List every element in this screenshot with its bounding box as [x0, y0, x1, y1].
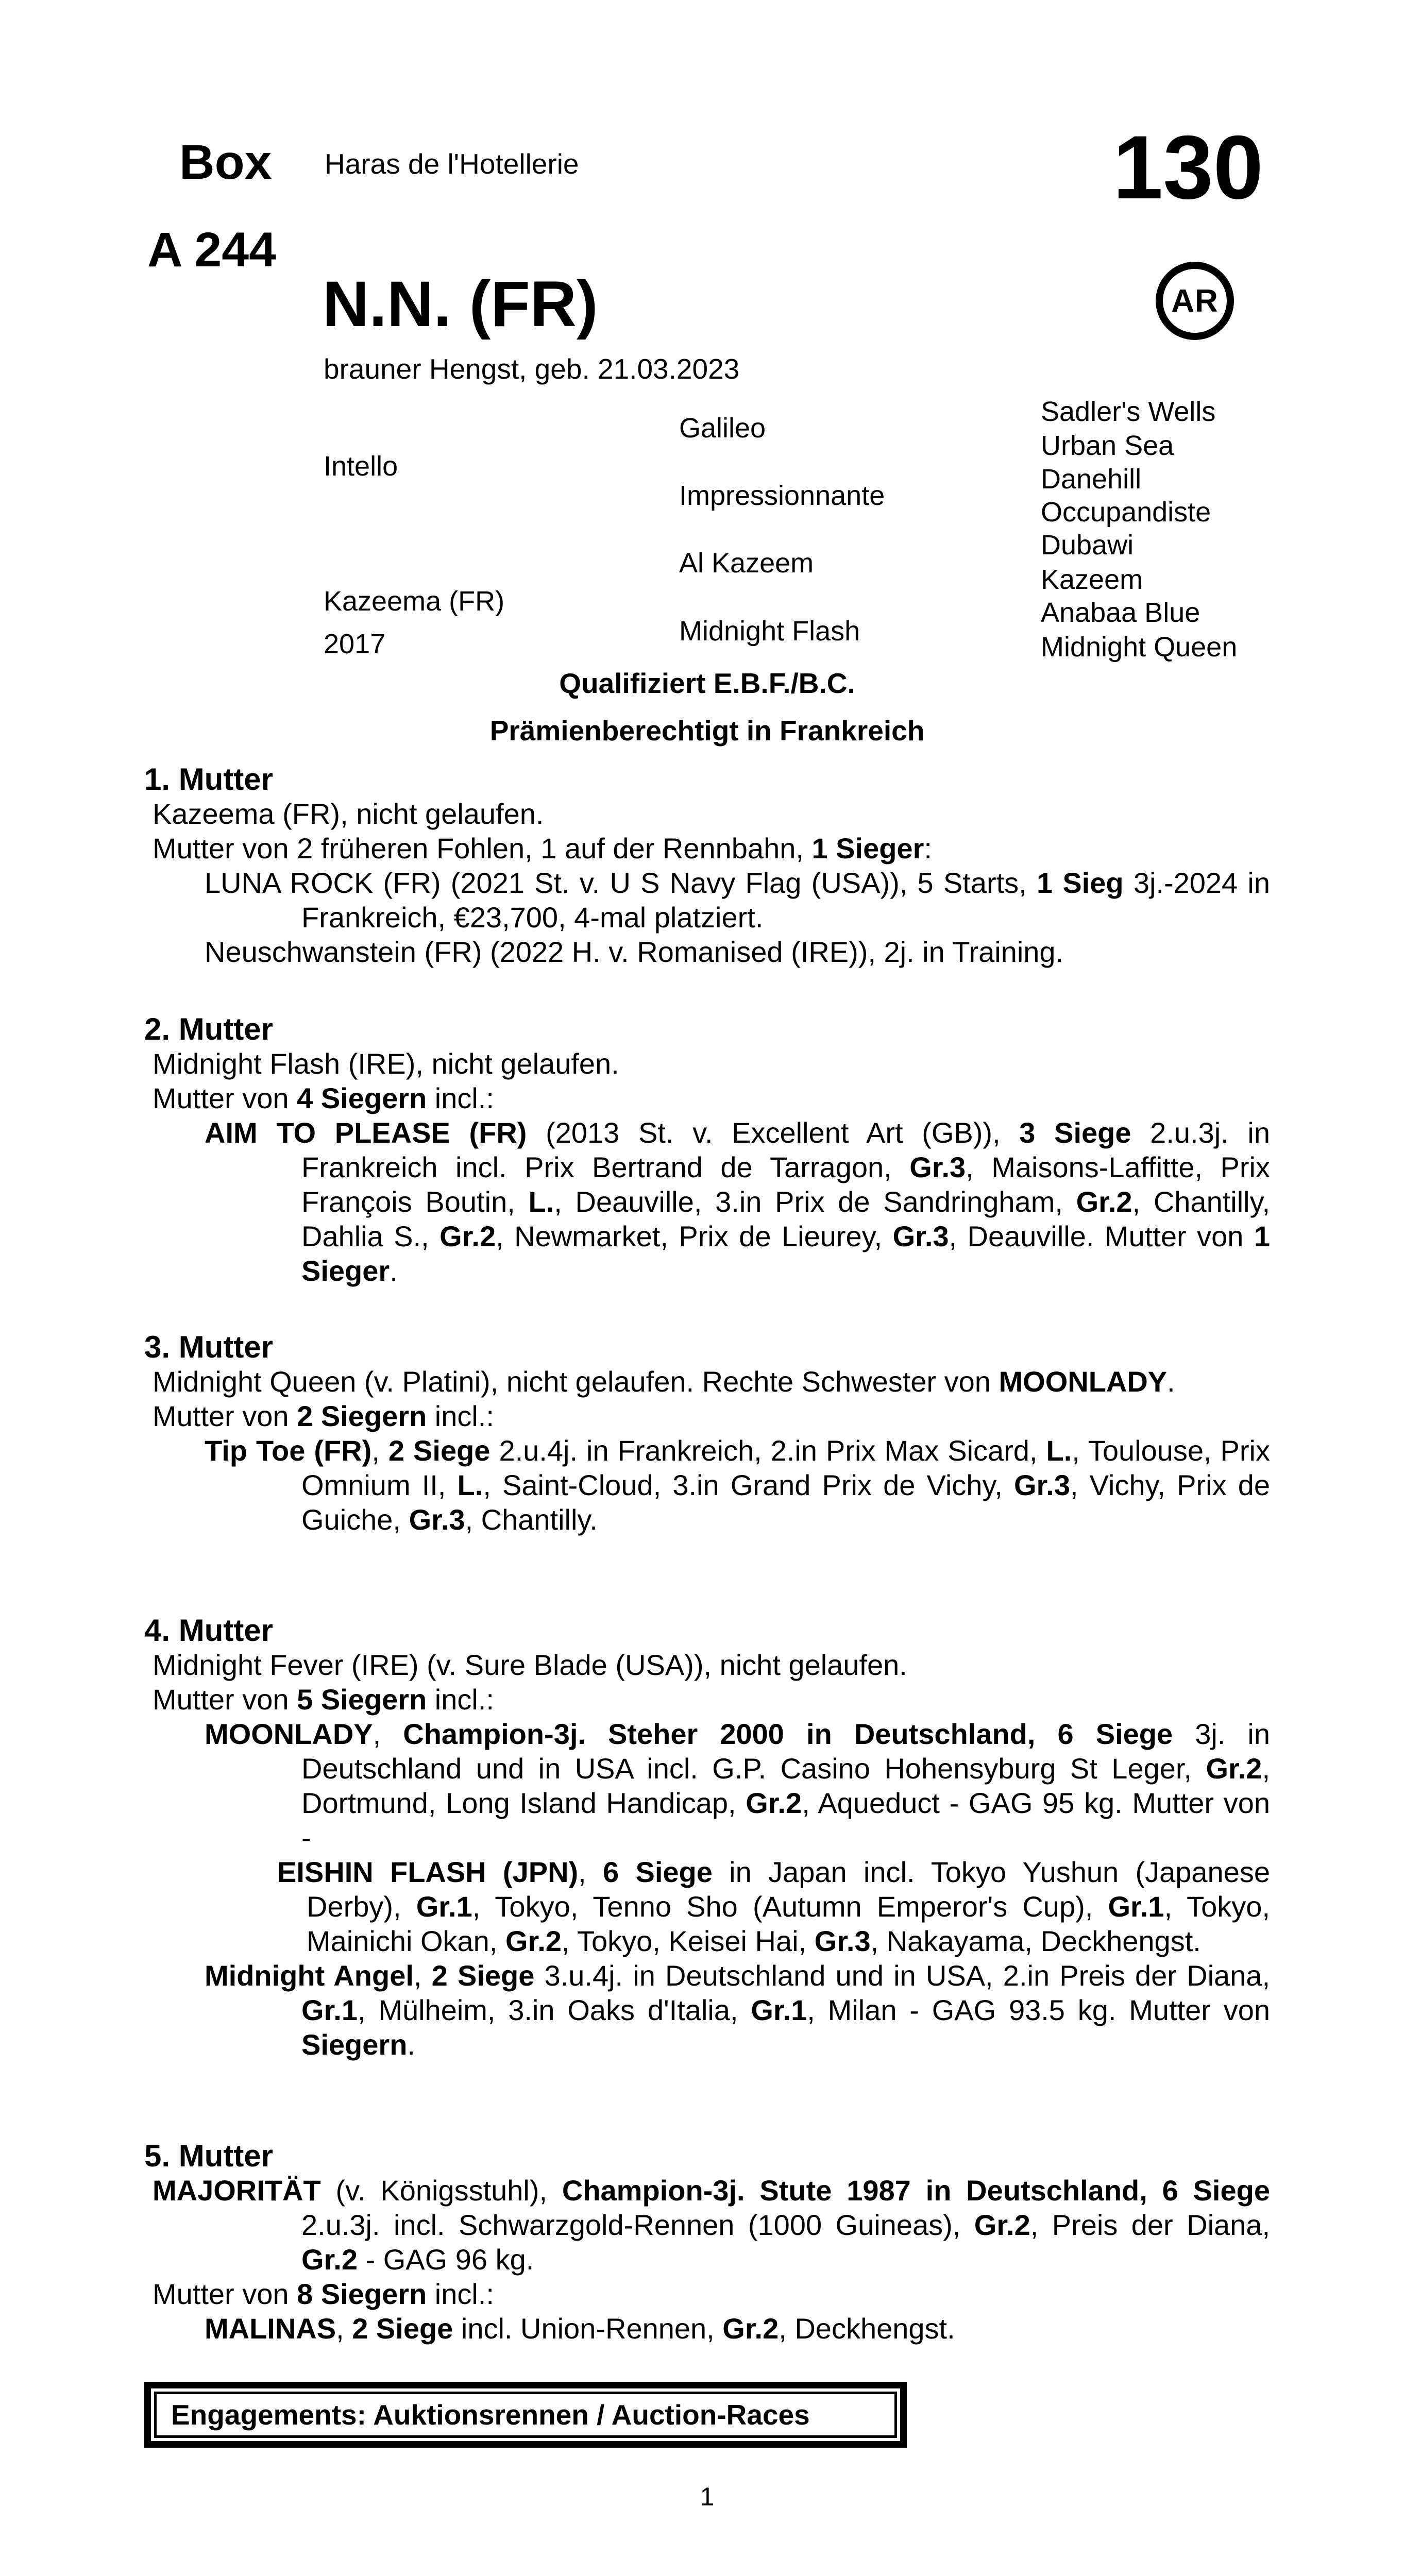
pedigree-text-block: Mutter von 2 Siegern incl.:: [153, 1400, 494, 1432]
mutter-heading: 4. Mutter: [144, 1613, 274, 1648]
pedigree-text-block: Neuschwanstein (FR) (2022 H. v. Romanised (IRE)), 2j. in Training.: [205, 936, 1064, 968]
pedigree-text-block: Mutter von 4 Siegern incl.:: [153, 1082, 494, 1114]
pedigree-g3-1: Sadler's Wells: [1041, 396, 1216, 427]
qualification-line-1: Qualifiziert E.B.F./B.C.: [559, 667, 855, 699]
mutter-section-2: [144, 1012, 1270, 1288]
pedigree-text-block: MAJORITÄT (v. Königsstuhl), Champion-3j. Stute 1987 in Deutschland, 6 Siege 2.u.3j. incl. Schwarzgold-Rennen (1000 Guineas), Gr.2, Preis der Diana, Gr.2 - GAG 96 kg.: [153, 2174, 1271, 2276]
pedigree-g3-7: Anabaa Blue: [1041, 597, 1200, 628]
pedigree-g3-8: Midnight Queen: [1041, 632, 1238, 663]
pedigree-text-block: LUNA ROCK (FR) (2021 St. v. U S Navy Flag (USA)), 5 Starts, 1 Sieg 3j.-2024 in Frankreich, €23,700, 4-mal platziert.: [205, 867, 1270, 934]
pedigree-text-block: AIM TO PLEASE (FR) (2013 St. v. Excellent Art (GB)), 3 Siege 2.u.3j. in Frankreich incl. Prix Bertrand de Tarragon, Gr.3, Maisons-Laffitte, Prix François Boutin, L., Deauville, 3.in Prix de Sandringham, Gr.2, Chantilly, Dahlia S., Gr.2, Newmarket, Prix de Lieurey, Gr.3, Deauville. Mutter von 1 Sieger.: [205, 1116, 1271, 1287]
pedigree-text-block: Midnight Angel, 2 Siege 3.u.4j. in Deutschland und in USA, 2.in Preis der Diana, Gr.1, Mülheim, 3.in Oaks d'Italia, Gr.1, Milan - GAG 93.5 kg. Mutter von Siegern.: [205, 1959, 1271, 2061]
horse-description: brauner Hengst, geb. 21.03.2023: [324, 353, 740, 385]
pedigree-text-block: Mutter von 5 Siegern incl.:: [153, 1683, 494, 1716]
pedigree-text-block: MALINAS, 2 Siege incl. Union-Rennen, Gr.2, Deckhengst.: [205, 2312, 955, 2345]
box-number: A 244: [147, 223, 276, 277]
mutter-heading: 2. Mutter: [144, 1012, 274, 1046]
pedigree-dam-dam: Midnight Flash: [679, 616, 860, 647]
pedigree-g3-2: Urban Sea: [1041, 430, 1174, 461]
pedigree-text-block: MOONLADY, Champion-3j. Steher 2000 in Deutschland, 6 Siege 3j. in Deutschland und in USA incl. G.P. Casino Hohensyburg St Leger, Gr.2, Dortmund, Long Island Handicap, Gr.2, Aqueduct - GAG 95 kg. Mutter von -: [205, 1718, 1270, 1854]
consignor-name: Haras de l'Hotellerie: [325, 148, 579, 180]
pedigree-text-block: Midnight Flash (IRE), nicht gelaufen.: [153, 1047, 619, 1080]
ar-badge-icon: AR: [1156, 262, 1234, 340]
pedigree-dam-sire: Al Kazeem: [679, 548, 814, 579]
pedigree-text-block: Kazeema (FR), nicht gelaufen.: [153, 798, 544, 830]
mutter-heading: 3. Mutter: [144, 1330, 274, 1364]
page-number: 1: [700, 2482, 715, 2511]
mutter-section-1: [144, 762, 1270, 970]
pedigree-text-block: Tip Toe (FR), 2 Siege 2.u.4j. in Frankreich, 2.in Prix Max Sicard, L., Toulouse, Prix Omnium II, L., Saint-Cloud, 3.in Grand Prix de Vichy, Gr.3, Vichy, Prix de Guiche, Gr.3, Chantilly.: [205, 1434, 1271, 1536]
pedigree-sire-dam: Impressionnante: [679, 480, 885, 511]
lot-number: 130: [1113, 117, 1263, 218]
pedigree-text-block: Midnight Queen (v. Platini), nicht gelaufen. Rechte Schwester von MOONLADY.: [153, 1365, 1175, 1398]
pedigree-g3-4: Occupandiste: [1041, 497, 1211, 528]
pedigree-table: [324, 392, 1344, 696]
pedigree-g3-5: Dubawi: [1041, 530, 1134, 561]
pedigree-g3-6: Kazeem: [1041, 564, 1143, 595]
box-label: Box: [179, 135, 272, 190]
horse-name: N.N. (FR): [323, 268, 598, 340]
mutter-heading: 1. Mutter: [144, 762, 274, 796]
qualification-line-2: Prämienberechtigt in Frankreich: [489, 715, 925, 747]
mutter-sections: [144, 762, 1270, 2510]
pedigree-text-block: Midnight Fever (IRE) (v. Sure Blade (USA)), nicht gelaufen.: [153, 1649, 907, 1681]
pedigree-text-block: EISHIN FLASH (JPN), 6 Siege in Japan incl. Tokyo Yushun (Japanese Derby), Gr.1, Tokyo, Tenno Sho (Autumn Emperor's Cup), Gr.1, Tokyo, Mainichi Okan, Gr.2, Tokyo, Keisei Hai, Gr.3, Nakayama, Deckhengst.: [277, 1856, 1270, 1957]
pedigree-dam-year: 2017: [324, 629, 386, 659]
mutter-section-4: [144, 1614, 1270, 2097]
pedigree-g3-3: Danehill: [1041, 464, 1142, 495]
pedigree-text-block: Mutter von 2 früheren Fohlen, 1 auf der Rennbahn, 1 Sieger:: [153, 832, 932, 865]
pedigree-sire-sire: Galileo: [679, 413, 766, 444]
engagements-label: Engagements: Auktionsrennen / Auction-Races: [154, 2392, 897, 2438]
mutter-heading: 5. Mutter: [144, 2139, 274, 2173]
pedigree-text-block: Mutter von 8 Siegern incl.:: [153, 2278, 494, 2310]
engagements-box: [144, 2382, 907, 2448]
mutter-section-3: [144, 1330, 1270, 1571]
mutter-section-5: [144, 2139, 1270, 2346]
pedigree-dam: Kazeema (FR): [324, 586, 505, 617]
pedigree-sire: Intello: [324, 451, 398, 482]
